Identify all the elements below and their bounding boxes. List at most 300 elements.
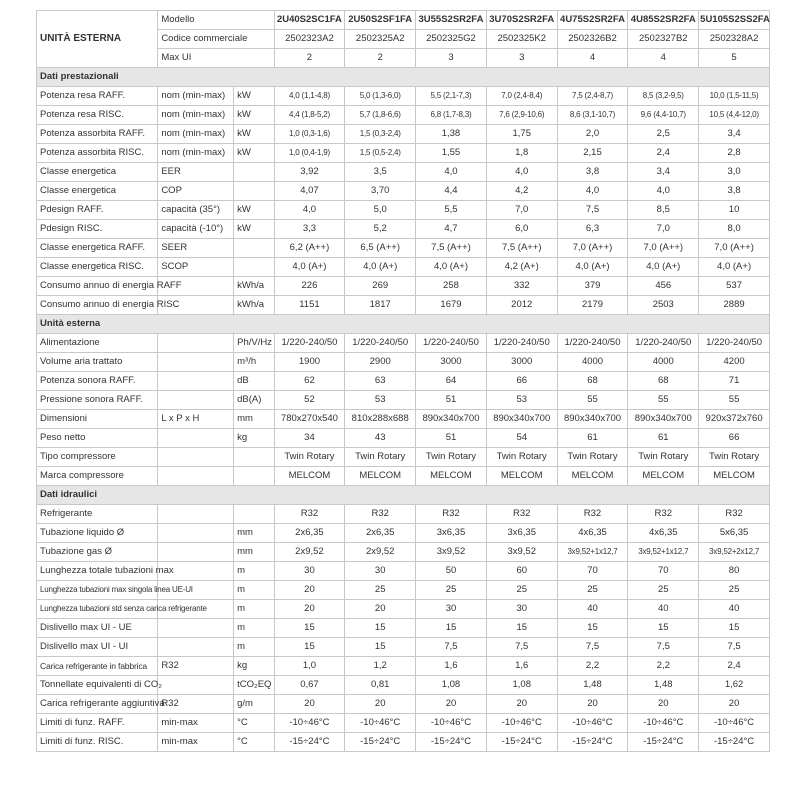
row-label: Potenza resa RISC. <box>37 106 158 125</box>
row-sublabel: R32 <box>158 657 234 676</box>
row-sublabel <box>158 353 234 372</box>
row-value: 810x288x688 <box>345 410 416 429</box>
row-value: 3,5 <box>345 163 416 182</box>
row-value: 2,0 <box>557 125 628 144</box>
row-value: 52 <box>274 391 345 410</box>
row-value: 3,70 <box>345 182 416 201</box>
row-value: 6,8 (1,7-8,3) <box>416 106 487 125</box>
row-value: 2x6,35 <box>274 524 345 543</box>
row-value: 7,5 <box>416 638 487 657</box>
row-label: Potenza sonora RAFF. <box>37 372 158 391</box>
spec-row <box>37 144 770 163</box>
row-value: 7,0 <box>628 220 699 239</box>
model-name: 4U85S2SR2FA <box>628 11 699 30</box>
row-value: -10÷46°C <box>699 714 770 733</box>
row-unit: kWh/a <box>234 296 274 315</box>
row-unit: kW <box>234 220 274 239</box>
row-value: 10,5 (4,4-12,0) <box>699 106 770 125</box>
row-label: Tonnellate equivalenti di CO₂ <box>37 676 158 695</box>
row-sublabel: R32 <box>158 695 234 714</box>
row-value: 43 <box>345 429 416 448</box>
row-value: 3,92 <box>274 163 345 182</box>
header-value: 2502328A2 <box>699 30 770 49</box>
spec-table <box>36 10 770 752</box>
row-label: Carica refrigerante in fabbrica <box>37 657 158 676</box>
row-value: 3,8 <box>699 182 770 201</box>
row-unit: Ph/V/Hz <box>234 334 274 353</box>
row-value: 6,5 (A++) <box>345 239 416 258</box>
spec-row <box>37 505 770 524</box>
header-value: 2502327B2 <box>628 30 699 49</box>
row-value: 66 <box>486 372 557 391</box>
header-value: 3 <box>416 49 487 68</box>
row-value: 3x9,52+1x12,7 <box>557 543 628 562</box>
row-value: 1,38 <box>416 125 487 144</box>
row-value: 7,0 (A++) <box>557 239 628 258</box>
row-value: 2503 <box>628 296 699 315</box>
row-value: 66 <box>699 429 770 448</box>
row-value: 3000 <box>486 353 557 372</box>
row-label: Potenza assorbita RISC. <box>37 144 158 163</box>
spec-row <box>37 448 770 467</box>
row-value: 3x6,35 <box>486 524 557 543</box>
row-value: 1679 <box>416 296 487 315</box>
row-value: MELCOM <box>628 467 699 486</box>
row-sublabel <box>158 467 234 486</box>
row-value: 379 <box>557 277 628 296</box>
row-value: 10,0 (1,5-11,5) <box>699 87 770 106</box>
row-sublabel: min-max <box>158 714 234 733</box>
row-value: 8,0 <box>699 220 770 239</box>
row-value: 25 <box>345 581 416 600</box>
row-sublabel: nom (min-max) <box>158 144 234 163</box>
row-value: 4,0 (A+) <box>557 258 628 277</box>
row-value: Twin Rotary <box>699 448 770 467</box>
row-value: 3x9,52 <box>416 543 487 562</box>
spec-row <box>37 163 770 182</box>
section-title: Unità esterna <box>37 315 770 334</box>
row-value: 1,0 (0,4-1,9) <box>274 144 345 163</box>
row-value: 71 <box>699 372 770 391</box>
spec-sheet <box>36 10 770 752</box>
row-unit <box>234 448 274 467</box>
row-label: Tubazione gas Ø <box>37 543 158 562</box>
row-value: 63 <box>345 372 416 391</box>
row-label: Lunghezza tubazioni max singola linea UE-UI <box>37 581 158 600</box>
spec-row <box>37 600 770 619</box>
row-value: 20 <box>345 695 416 714</box>
spec-row <box>37 258 770 277</box>
row-value: 1817 <box>345 296 416 315</box>
row-value: 5,5 <box>416 201 487 220</box>
row-value: 7,0 (A++) <box>628 239 699 258</box>
row-unit: kg <box>234 429 274 448</box>
row-value: 7,0 <box>486 201 557 220</box>
row-value: 15 <box>345 638 416 657</box>
row-value: 2,2 <box>557 657 628 676</box>
row-unit: kg <box>234 657 274 676</box>
row-value: 25 <box>486 581 557 600</box>
row-unit: m <box>234 562 274 581</box>
model-name: 5U105S2SS2FA <box>699 11 770 30</box>
row-sublabel: capacità (-10°) <box>158 220 234 239</box>
row-value: 1/220-240/50 <box>416 334 487 353</box>
row-value: 20 <box>274 695 345 714</box>
row-unit: m <box>234 581 274 600</box>
row-value: 20 <box>416 695 487 714</box>
row-unit: m³/h <box>234 353 274 372</box>
row-value: Twin Rotary <box>274 448 345 467</box>
spec-row <box>37 695 770 714</box>
row-unit: °C <box>234 714 274 733</box>
row-value: 5x6,35 <box>699 524 770 543</box>
row-unit <box>234 505 274 524</box>
row-value: MELCOM <box>486 467 557 486</box>
row-value: 15 <box>416 619 487 638</box>
spec-row <box>37 182 770 201</box>
row-label: Consumo annuo di energia RISC <box>37 296 158 315</box>
row-value: 1,2 <box>345 657 416 676</box>
spec-row <box>37 619 770 638</box>
row-value: -15÷24°C <box>416 733 487 752</box>
header-value: 2 <box>345 49 416 68</box>
row-value: 2,15 <box>557 144 628 163</box>
row-value: -10÷46°C <box>274 714 345 733</box>
header-value: 4 <box>628 49 699 68</box>
row-value: 4,07 <box>274 182 345 201</box>
row-value: Twin Rotary <box>345 448 416 467</box>
row-value: 20 <box>628 695 699 714</box>
row-sublabel <box>158 505 234 524</box>
row-value: 1,55 <box>416 144 487 163</box>
row-value: 537 <box>699 277 770 296</box>
row-label: Peso netto <box>37 429 158 448</box>
row-value: 7,5 <box>557 638 628 657</box>
row-value: 1,0 (0,3-1,6) <box>274 125 345 144</box>
row-value: 1,6 <box>486 657 557 676</box>
row-sublabel: SEER <box>158 239 234 258</box>
row-value: 780x270x540 <box>274 410 345 429</box>
spec-row <box>37 106 770 125</box>
model-name: 3U55S2SR2FA <box>416 11 487 30</box>
row-unit: dB <box>234 372 274 391</box>
row-value: 2889 <box>699 296 770 315</box>
row-unit: m <box>234 600 274 619</box>
row-value: 920x372x760 <box>699 410 770 429</box>
row-sublabel: min-max <box>158 733 234 752</box>
row-value: 3x6,35 <box>416 524 487 543</box>
row-value: 258 <box>416 277 487 296</box>
row-value: R32 <box>628 505 699 524</box>
row-value: 456 <box>628 277 699 296</box>
spec-row <box>37 334 770 353</box>
spec-row <box>37 562 770 581</box>
row-label: Limiti di funz. RAFF. <box>37 714 158 733</box>
header-value: 4 <box>557 49 628 68</box>
row-unit: kWh/a <box>234 277 274 296</box>
row-value: 15 <box>345 619 416 638</box>
spec-row <box>37 87 770 106</box>
spec-row <box>37 239 770 258</box>
spec-row <box>37 543 770 562</box>
row-value: 7,5 (2,4-8,7) <box>557 87 628 106</box>
row-value: -15÷24°C <box>345 733 416 752</box>
row-value: 25 <box>416 581 487 600</box>
row-label: Carica refrigerante aggiuntiva <box>37 695 158 714</box>
spec-row <box>37 220 770 239</box>
row-label: Dislivello max UI - UI <box>37 638 158 657</box>
row-unit: kW <box>234 144 274 163</box>
row-value: 60 <box>486 562 557 581</box>
row-value: 30 <box>274 562 345 581</box>
row-value: MELCOM <box>345 467 416 486</box>
spec-row <box>37 733 770 752</box>
row-value: 2900 <box>345 353 416 372</box>
row-value: 7,5 <box>486 638 557 657</box>
row-value: 7,5 <box>628 638 699 657</box>
row-value: 68 <box>557 372 628 391</box>
row-value: 64 <box>416 372 487 391</box>
row-value: R32 <box>274 505 345 524</box>
model-name: 3U70S2SR2FA <box>486 11 557 30</box>
row-value: 1/220-240/50 <box>345 334 416 353</box>
header-row-label: Modello <box>158 11 274 30</box>
row-value: 30 <box>416 600 487 619</box>
row-label: Tubazione liquido Ø <box>37 524 158 543</box>
row-value: 4,0 <box>416 163 487 182</box>
row-value: Twin Rotary <box>416 448 487 467</box>
row-sublabel: nom (min-max) <box>158 125 234 144</box>
row-value: 25 <box>557 581 628 600</box>
row-value: 61 <box>628 429 699 448</box>
row-value: 40 <box>699 600 770 619</box>
row-value: 890x340x700 <box>416 410 487 429</box>
row-unit: mm <box>234 524 274 543</box>
section-header <box>37 68 770 87</box>
header-value: 2502326B2 <box>557 30 628 49</box>
spec-row <box>37 714 770 733</box>
row-label: Alimentazione <box>37 334 158 353</box>
spec-row <box>37 657 770 676</box>
row-value: 15 <box>486 619 557 638</box>
row-sublabel <box>158 429 234 448</box>
row-unit: kW <box>234 87 274 106</box>
row-unit <box>234 258 274 277</box>
row-value: 1/220-240/50 <box>557 334 628 353</box>
row-unit <box>234 467 274 486</box>
row-sublabel <box>158 372 234 391</box>
row-label: Dimensioni <box>37 410 158 429</box>
row-unit: m <box>234 619 274 638</box>
row-value: 0,81 <box>345 676 416 695</box>
row-value: 1,08 <box>486 676 557 695</box>
row-label: Pdesign RISC. <box>37 220 158 239</box>
row-value: 70 <box>628 562 699 581</box>
row-value: 4,0 (A+) <box>628 258 699 277</box>
row-value: 0,67 <box>274 676 345 695</box>
row-sublabel <box>158 638 234 657</box>
spec-row <box>37 125 770 144</box>
row-value: 1,6 <box>416 657 487 676</box>
row-value: 4x6,35 <box>628 524 699 543</box>
row-value: 6,2 (A++) <box>274 239 345 258</box>
row-value: 34 <box>274 429 345 448</box>
spec-row <box>37 524 770 543</box>
row-sublabel <box>158 619 234 638</box>
spec-row <box>37 372 770 391</box>
section-title: Dati idraulici <box>37 486 770 505</box>
row-value: -15÷24°C <box>557 733 628 752</box>
row-unit: g/m <box>234 695 274 714</box>
row-label: Marca compressore <box>37 467 158 486</box>
row-value: 25 <box>628 581 699 600</box>
row-value: 7,5 (A++) <box>486 239 557 258</box>
row-value: 51 <box>416 391 487 410</box>
section-header <box>37 486 770 505</box>
row-label: Limiti di funz. RISC. <box>37 733 158 752</box>
row-value: 890x340x700 <box>557 410 628 429</box>
spec-row <box>37 581 770 600</box>
row-value: 9,6 (4,4-10,7) <box>628 106 699 125</box>
row-value: 1/220-240/50 <box>699 334 770 353</box>
row-value: 7,5 <box>557 201 628 220</box>
row-value: 1/220-240/50 <box>274 334 345 353</box>
row-label: Volume aria trattato <box>37 353 158 372</box>
row-label: Classe energetica RAFF. <box>37 239 158 258</box>
row-value: 20 <box>274 581 345 600</box>
row-label: Classe energetica <box>37 163 158 182</box>
row-value: 2012 <box>486 296 557 315</box>
row-value: 5,7 (1,8-6,6) <box>345 106 416 125</box>
row-value: 7,5 <box>699 638 770 657</box>
row-value: 1,0 <box>274 657 345 676</box>
row-value: 4,0 (A+) <box>345 258 416 277</box>
row-value: -10÷46°C <box>345 714 416 733</box>
row-value: 15 <box>628 619 699 638</box>
row-label: Classe energetica <box>37 182 158 201</box>
row-value: 20 <box>274 600 345 619</box>
row-value: 62 <box>274 372 345 391</box>
row-value: 4,0 (A+) <box>274 258 345 277</box>
row-unit <box>234 163 274 182</box>
row-unit: kW <box>234 125 274 144</box>
row-label: Potenza assorbita RAFF. <box>37 125 158 144</box>
row-value: 50 <box>416 562 487 581</box>
row-value: 4000 <box>557 353 628 372</box>
row-value: 5,5 (2,1-7,3) <box>416 87 487 106</box>
row-sublabel: EER <box>158 163 234 182</box>
row-value: 4000 <box>628 353 699 372</box>
row-value: 25 <box>699 581 770 600</box>
row-value: 1,5 (0,3-2,4) <box>345 125 416 144</box>
row-value: 6,0 <box>486 220 557 239</box>
spec-row <box>37 391 770 410</box>
row-value: 5,0 <box>345 201 416 220</box>
row-sublabel: capacità (35°) <box>158 201 234 220</box>
row-value: 30 <box>486 600 557 619</box>
row-value: 20 <box>345 600 416 619</box>
row-sublabel <box>158 676 234 695</box>
row-value: 4,4 (1,8-5,2) <box>274 106 345 125</box>
row-value: 269 <box>345 277 416 296</box>
row-value: 4,0 (A+) <box>416 258 487 277</box>
header-value: 2502325A2 <box>345 30 416 49</box>
row-value: 51 <box>416 429 487 448</box>
row-value: 2x6,35 <box>345 524 416 543</box>
row-value: 2,4 <box>628 144 699 163</box>
row-value: R32 <box>557 505 628 524</box>
row-value: 61 <box>557 429 628 448</box>
row-value: 1,08 <box>416 676 487 695</box>
row-value: 890x340x700 <box>628 410 699 429</box>
row-label: Potenza resa RAFF. <box>37 87 158 106</box>
row-value: 1,48 <box>557 676 628 695</box>
row-value: 53 <box>486 391 557 410</box>
row-unit: mm <box>234 410 274 429</box>
row-sublabel: COP <box>158 182 234 201</box>
row-sublabel: L x P x H <box>158 410 234 429</box>
row-value: 15 <box>274 619 345 638</box>
row-value: 3x9,52+1x12,7 <box>628 543 699 562</box>
row-value: 2x9,52 <box>345 543 416 562</box>
row-value: 2,8 <box>699 144 770 163</box>
row-label: Dislivello max UI - UE <box>37 619 158 638</box>
row-value: 15 <box>699 619 770 638</box>
row-value: 54 <box>486 429 557 448</box>
row-value: 7,0 (2,4-8,4) <box>486 87 557 106</box>
row-unit: kW <box>234 201 274 220</box>
row-value: 53 <box>345 391 416 410</box>
row-value: 890x340x700 <box>486 410 557 429</box>
row-value: 5,0 (1,3-6,0) <box>345 87 416 106</box>
header-value: 3 <box>486 49 557 68</box>
row-label: Consumo annuo di energia RAFF <box>37 277 158 296</box>
row-value: 10 <box>699 201 770 220</box>
header-row-label: Codice commerciale <box>158 30 274 49</box>
row-value: -15÷24°C <box>274 733 345 752</box>
row-value: 3,4 <box>628 163 699 182</box>
row-value: R32 <box>486 505 557 524</box>
row-sublabel: nom (min-max) <box>158 106 234 125</box>
row-value: 30 <box>345 562 416 581</box>
row-value: 55 <box>699 391 770 410</box>
row-value: R32 <box>416 505 487 524</box>
header-value: 5 <box>699 49 770 68</box>
row-value: 1,5 (0,5-2,4) <box>345 144 416 163</box>
spec-row <box>37 410 770 429</box>
row-label: Refrigerante <box>37 505 158 524</box>
row-label: Pdesign RAFF. <box>37 201 158 220</box>
row-unit: m <box>234 638 274 657</box>
row-unit <box>234 239 274 258</box>
row-value: 55 <box>628 391 699 410</box>
row-value: 4,0 (1,1-4,8) <box>274 87 345 106</box>
row-label: Pressione sonora RAFF. <box>37 391 158 410</box>
row-unit: dB(A) <box>234 391 274 410</box>
row-unit: tCO₂EQ <box>234 676 274 695</box>
row-value: R32 <box>345 505 416 524</box>
section-header <box>37 315 770 334</box>
row-value: 8,5 <box>628 201 699 220</box>
row-value: 3,0 <box>699 163 770 182</box>
row-value: 4,0 (A+) <box>699 258 770 277</box>
spec-row <box>37 429 770 448</box>
row-value: 4,2 <box>486 182 557 201</box>
row-value: R32 <box>699 505 770 524</box>
row-value: -10÷46°C <box>416 714 487 733</box>
row-value: Twin Rotary <box>486 448 557 467</box>
header-value: 2 <box>274 49 345 68</box>
